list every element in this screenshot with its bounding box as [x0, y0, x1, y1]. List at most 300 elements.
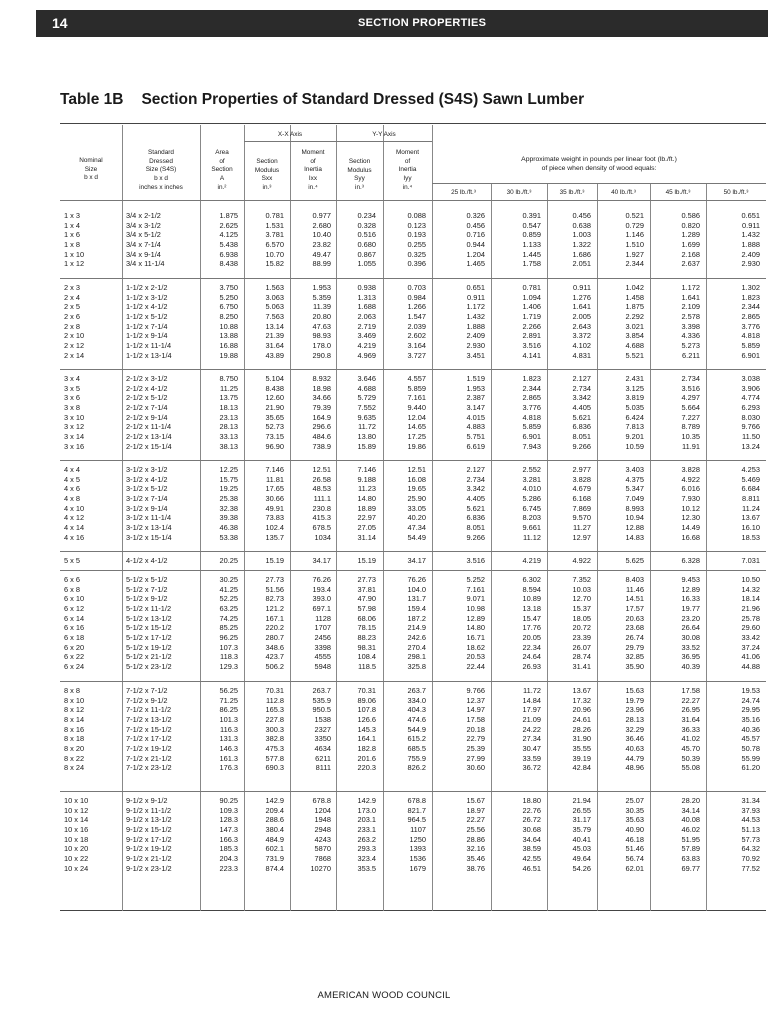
dressed-size-cell: 3/4 x 11-1/4 — [126, 259, 165, 269]
dressed-size-cell: 1-1/2 x 9-1/4 — [126, 331, 168, 341]
section-modulus-yy-cell: 70.31 — [357, 686, 376, 695]
weight-35-cell: 2.127 — [572, 374, 591, 383]
area-cell: 39.38 — [219, 513, 238, 523]
section-modulus-xx-cell: 300.3 — [265, 724, 284, 734]
weight-50-cell: 4.253 — [741, 465, 760, 474]
section-modulus-yy-cell: 323.4 — [357, 854, 376, 864]
weight-25-cell: 30.60 — [466, 763, 485, 773]
weight-35-cell: 31.17 — [572, 815, 591, 825]
weight-40-cell: 36.46 — [625, 734, 644, 744]
weight-50-cell: 31.34 — [741, 796, 760, 805]
area-cell: 71.25 — [219, 695, 238, 705]
moment-of-inertia-xx-cell: 47.63 — [312, 321, 331, 331]
nominal-size-cell: 8 x 12 — [64, 705, 85, 715]
header-line: Dressed — [149, 157, 173, 165]
nominal-size-cell: 1 x 12 — [64, 259, 85, 269]
weight-40-cell: 1.875 — [625, 302, 644, 312]
section-modulus-xx-cell: 52.73 — [265, 422, 284, 432]
dressed-size-cell: 1-1/2 x 4-1/2 — [126, 302, 168, 312]
weight-50-cell: 5.859 — [741, 341, 760, 351]
weight-35-cell: 26.55 — [572, 805, 591, 815]
dressed-size-cell: 1-1/2 x 13-1/4 — [126, 350, 172, 360]
section-modulus-yy-cell: 164.1 — [357, 734, 376, 744]
weight-25-cell: 4.405 — [466, 494, 485, 504]
weight-45-cell: 12.30 — [681, 513, 700, 523]
area-cell: 8.250 — [219, 312, 238, 322]
weight-50-cell: 6.684 — [741, 484, 760, 494]
header-line: inches x inches — [139, 183, 183, 191]
section-modulus-yy-cell: 13.80 — [357, 432, 376, 442]
dressed-size-cell: 9-1/2 x 21-1/2 — [126, 854, 172, 864]
weight-25-cell: 1.519 — [466, 374, 485, 383]
xx-axis-rule — [244, 141, 336, 142]
nominal-size-cell: 2 x 4 — [64, 292, 81, 302]
header-line: of — [310, 157, 316, 165]
section-modulus-xx-cell: 51.56 — [265, 584, 284, 594]
section-modulus-yy-cell: 203.1 — [357, 815, 376, 825]
weight-40-cell: 15.63 — [625, 686, 644, 695]
moment-of-inertia-yy-cell: 0.703 — [407, 283, 426, 292]
section-modulus-xx-cell: 8.438 — [265, 383, 284, 393]
weight-35-cell: 1.641 — [572, 302, 591, 312]
weight-50-cell: 51.13 — [741, 825, 760, 835]
moment-of-inertia-yy-cell: 2.039 — [407, 321, 426, 331]
weight-50-cell: 57.73 — [741, 834, 760, 844]
weight-25-cell: 0.944 — [466, 240, 485, 250]
section-modulus-xx-cell: 280.7 — [265, 633, 284, 643]
weight-30-cell: 6.302 — [522, 575, 541, 584]
dressed-size-header — [122, 149, 200, 193]
header-line: of — [404, 157, 411, 165]
section-modulus-yy-cell: 11.23 — [358, 484, 376, 494]
section-modulus-yy-cell: 22.97 — [357, 513, 376, 523]
dressed-size-cell: 9-1/2 x 15-1/2 — [126, 825, 172, 835]
weight-50-cell: 2.344 — [741, 302, 760, 312]
weight-50-cell: 77.52 — [741, 863, 760, 873]
nominal-size-cell: 8 x 16 — [64, 724, 85, 734]
weight-30-cell: 17.97 — [522, 705, 541, 715]
weight-40-cell: 28.13 — [625, 715, 644, 725]
weight-35-cell: 31.90 — [572, 734, 591, 744]
weight-50-cell: 0.651 — [741, 211, 760, 220]
section-modulus-xx-cell: 7.146 — [265, 465, 284, 474]
weight-35-cell: 5.621 — [572, 412, 591, 422]
moment-of-inertia-xx-cell: 8111 — [315, 763, 331, 773]
weight-40-cell: 6.424 — [625, 412, 644, 422]
header-line: in.⁴ — [308, 183, 318, 191]
weight-50-cell: 18.53 — [741, 532, 760, 542]
header-line: Sxx — [261, 175, 273, 183]
section-modulus-xx-cell: 30.66 — [265, 494, 284, 504]
section-modulus-yy-cell: 14.80 — [357, 494, 376, 504]
weight-50-cell: 21.96 — [741, 604, 760, 614]
nominal-size-cell: 6 x 24 — [64, 662, 85, 672]
section-modulus-xx-cell: 690.3 — [265, 763, 284, 773]
area-cell: 6.750 — [219, 302, 238, 312]
weight-25-cell: 22.27 — [466, 815, 485, 825]
dressed-size-cell: 5-1/2 x 11-1/2 — [126, 604, 172, 614]
weight-30-cell: 27.34 — [522, 734, 541, 744]
density-50-header: 50 lb./ft.³ — [723, 189, 749, 196]
table-number: Table 1B — [60, 91, 124, 108]
dressed-size-cell: 3/4 x 5-1/2 — [126, 230, 161, 240]
section-modulus-yy-cell: 263.2 — [357, 834, 376, 844]
section-modulus-xx-cell: 380.4 — [265, 825, 284, 835]
weight-50-cell: 3.776 — [741, 321, 760, 331]
weight-30-cell: 36.72 — [522, 763, 541, 773]
weight-25-cell: 0.716 — [466, 230, 485, 240]
area-cell: 19.25 — [219, 484, 238, 494]
moment-of-inertia-yy-cell: 54.49 — [407, 532, 426, 542]
section-modulus-yy-cell: 1.688 — [357, 302, 376, 312]
section-modulus-yy-cell: 37.81 — [357, 584, 376, 594]
weight-50-cell: 45.57 — [741, 734, 760, 744]
moment-of-inertia-yy-cell: 0.396 — [407, 259, 426, 269]
weight-30-cell: 4.141 — [522, 350, 541, 360]
weight-50-cell: 24.74 — [741, 695, 760, 705]
moment-of-inertia-yy-cell: 242.6 — [407, 633, 426, 643]
weight-50-cell: 14.32 — [741, 584, 760, 594]
weight-45-cell: 2.168 — [681, 249, 700, 259]
dressed-size-cell: 5-1/2 x 5-1/2 — [126, 575, 168, 584]
section-modulus-yy-cell: 4.219 — [357, 341, 376, 351]
header-line: of piece when density of wood equals: — [541, 165, 657, 172]
weight-45-cell: 16.33 — [681, 594, 700, 604]
weight-30-cell: 1.445 — [522, 249, 541, 259]
moment-of-inertia-xx-cell: 0.977 — [312, 211, 331, 220]
section-modulus-yy-cell: 18.89 — [357, 503, 376, 513]
nominal-size-cell: 6 x 12 — [64, 604, 85, 614]
weight-50-cell: 11.50 — [742, 432, 760, 442]
section-modulus-xx-cell: 96.90 — [265, 441, 284, 451]
section-modulus-yy-cell: 145.3 — [357, 724, 376, 734]
nominal-size-cell: 1 x 10 — [64, 249, 85, 259]
area-cell: 3.750 — [219, 283, 238, 292]
header-line: b x d — [154, 175, 168, 183]
section-modulus-xx-cell: 27.73 — [265, 575, 284, 584]
moment-of-inertia-xx-cell: 1034 — [314, 532, 331, 542]
weight-45-cell: 3.516 — [681, 383, 700, 393]
weight-30-cell: 1.719 — [522, 312, 541, 322]
section-modulus-xx-cell: 35.65 — [265, 412, 284, 422]
weight-50-cell: 25.78 — [741, 613, 760, 623]
nominal-size-cell: 3 x 12 — [64, 422, 85, 432]
weight-35-cell: 0.456 — [572, 211, 591, 220]
moment-of-inertia-yy-cell: 544.9 — [407, 724, 426, 734]
moment-of-inertia-yy-cell: 25.90 — [407, 494, 426, 504]
sxx-header — [244, 158, 290, 193]
dressed-size-cell: 5-1/2 x 15-1/2 — [126, 623, 172, 633]
table-bottom-rule — [60, 910, 766, 911]
moment-of-inertia-yy-cell: 1107 — [410, 825, 426, 835]
section-modulus-xx-cell: 1.563 — [265, 283, 284, 292]
moment-of-inertia-xx-cell: 950.5 — [312, 705, 331, 715]
nominal-size-cell: 1 x 4 — [64, 220, 81, 230]
section-modulus-yy-cell: 4.688 — [357, 383, 376, 393]
section-modulus-yy-cell: 0.867 — [357, 249, 376, 259]
weight-25-cell: 17.58 — [466, 715, 485, 725]
weight-50-cell: 8.811 — [742, 494, 760, 504]
weight-45-cell: 45.70 — [681, 744, 700, 754]
nominal-size-cell: 1 x 6 — [64, 230, 81, 240]
section-title: SECTION PROPERTIES — [358, 17, 487, 29]
dressed-size-cell: 7-1/2 x 7-1/2 — [126, 686, 168, 695]
area-cell: 18.13 — [219, 403, 238, 413]
section-modulus-xx-cell: 288.6 — [265, 815, 284, 825]
weight-25-cell: 3.147 — [466, 403, 485, 413]
weight-30-cell: 21.09 — [522, 715, 541, 725]
weight-40-cell: 3.021 — [625, 321, 644, 331]
section-modulus-yy-cell: 173.0 — [357, 805, 376, 815]
moment-of-inertia-xx-cell: 678.8 — [312, 796, 331, 805]
nominal-size-cell: 4 x 6 — [64, 484, 81, 494]
section-modulus-xx-cell: 220.2 — [265, 623, 284, 633]
dressed-size-cell: 2-1/2 x 3-1/2 — [126, 374, 168, 383]
dressed-size-cell: 3/4 x 3-1/2 — [126, 220, 161, 230]
weight-30-cell: 18.80 — [522, 796, 541, 805]
weight-45-cell: 28.20 — [681, 796, 700, 805]
weight-40-cell: 10.59 — [625, 441, 644, 451]
moment-of-inertia-xx-cell: 1948 — [314, 815, 331, 825]
moment-of-inertia-xx-cell: 20.80 — [312, 312, 331, 322]
weight-35-cell: 54.26 — [572, 863, 591, 873]
weight-35-cell: 3.828 — [572, 474, 591, 484]
dressed-size-cell: 1-1/2 x 3-1/2 — [126, 292, 168, 302]
weight-35-cell: 20.72 — [572, 623, 591, 633]
nominal-size-cell: 6 x 20 — [64, 642, 85, 652]
nominal-size-cell: 6 x 8 — [64, 584, 81, 594]
area-cell: 1.875 — [219, 211, 238, 220]
area-cell: 11.25 — [220, 383, 238, 393]
weight-45-cell: 3.398 — [681, 321, 700, 331]
dressed-size-cell: 7-1/2 x 9-1/2 — [126, 695, 168, 705]
weight-50-cell: 2.409 — [741, 249, 760, 259]
nominal-size-cell: 10 x 14 — [64, 815, 89, 825]
section-modulus-xx-cell: 121.2 — [265, 604, 284, 614]
weight-30-cell: 20.05 — [522, 633, 541, 643]
weight-35-cell: 1.003 — [572, 230, 591, 240]
dressed-size-cell: 3-1/2 x 5-1/2 — [126, 484, 168, 494]
section-modulus-xx-cell: 21.90 — [265, 403, 284, 413]
header-line: Moment — [395, 149, 420, 156]
weight-40-cell: 20.63 — [625, 613, 644, 623]
dressed-size-cell: 2-1/2 x 7-1/4 — [126, 403, 168, 413]
weight-45-cell: 26.95 — [681, 705, 700, 715]
weight-45-cell: 4.336 — [681, 331, 700, 341]
weight-30-cell: 38.59 — [522, 844, 541, 854]
iyy-header — [383, 149, 432, 193]
nominal-size-cell: 3 x 4 — [64, 374, 81, 383]
weight-30-cell: 2.891 — [522, 331, 541, 341]
section-modulus-yy-cell: 78.15 — [357, 623, 376, 633]
nominal-size-cell: 4 x 16 — [64, 532, 85, 542]
dressed-size-cell: 5-1/2 x 9-1/2 — [126, 594, 168, 604]
weight-30-cell: 1.823 — [522, 374, 541, 383]
weight-50-cell: 0.911 — [742, 220, 760, 230]
section-modulus-xx-cell: 10.70 — [265, 249, 284, 259]
weight-40-cell: 32.85 — [625, 652, 644, 662]
moment-of-inertia-yy-cell: 0.984 — [407, 292, 426, 302]
section-modulus-yy-cell: 11.72 — [358, 422, 376, 432]
weight-35-cell: 7.869 — [572, 503, 591, 513]
weight-50-cell: 2.930 — [741, 259, 760, 269]
weight-50-cell: 6.293 — [741, 403, 760, 413]
weight-25-cell: 2.409 — [466, 331, 485, 341]
weight-30-cell: 15.47 — [522, 613, 541, 623]
moment-of-inertia-yy-cell: 334.0 — [407, 695, 426, 705]
weight-45-cell: 0.586 — [681, 211, 700, 220]
dressed-size-cell: 2-1/2 x 15-1/4 — [126, 441, 172, 451]
weight-30-cell: 33.59 — [522, 753, 541, 763]
weight-25-cell: 2.734 — [466, 474, 485, 484]
footer-publisher: AMERICAN WOOD COUNCIL — [317, 990, 451, 1001]
area-cell: 25.38 — [219, 494, 238, 504]
dressed-size-cell: 3-1/2 x 11-1/4 — [126, 513, 172, 523]
header-line: A — [219, 175, 225, 183]
dressed-size-cell: 3-1/2 x 9-1/4 — [126, 503, 168, 513]
weight-40-cell: 1.510 — [625, 240, 644, 250]
weight-40-cell: 19.79 — [625, 695, 644, 705]
moment-of-inertia-xx-cell: 1.953 — [312, 283, 331, 292]
group-divider — [60, 681, 766, 682]
weight-35-cell: 4.831 — [572, 350, 591, 360]
weight-25-cell: 14.97 — [466, 705, 485, 715]
moment-of-inertia-yy-cell: 0.123 — [407, 220, 426, 230]
group-divider — [60, 278, 766, 279]
moment-of-inertia-xx-cell: 178.0 — [312, 341, 331, 351]
area-cell: 23.13 — [219, 412, 238, 422]
weight-40-cell: 5.347 — [625, 484, 644, 494]
weight-40-cell: 3.854 — [625, 331, 644, 341]
section-modulus-yy-cell: 220.3 — [357, 763, 376, 773]
weight-40-cell: 23.68 — [625, 623, 644, 633]
area-cell: 13.75 — [219, 393, 238, 403]
weight-35-cell: 1.686 — [572, 249, 591, 259]
moment-of-inertia-yy-cell: 685.5 — [407, 744, 426, 754]
moment-of-inertia-yy-cell: 2.602 — [407, 331, 426, 341]
group-divider — [60, 570, 766, 571]
moment-of-inertia-yy-cell: 214.9 — [407, 623, 426, 633]
weight-25-cell: 5.252 — [466, 575, 485, 584]
table-top-rule — [60, 123, 766, 124]
group-divider — [60, 551, 766, 552]
weight-25-cell: 9.266 — [466, 532, 485, 542]
nominal-size-cell: 8 x 14 — [64, 715, 85, 725]
weight-50-cell: 3.038 — [741, 374, 760, 383]
weight-30-cell: 3.281 — [522, 474, 541, 484]
weight-45-cell: 55.08 — [681, 763, 700, 773]
weight-25-cell: 14.80 — [466, 623, 485, 633]
weight-50-cell: 37.93 — [741, 805, 760, 815]
weight-45-cell: 41.02 — [681, 734, 700, 744]
nominal-size-cell: 2 x 14 — [64, 350, 85, 360]
weight-40-cell: 9.201 — [625, 432, 644, 442]
weight-25-cell: 22.79 — [466, 734, 485, 744]
moment-of-inertia-yy-cell: 0.193 — [407, 230, 426, 240]
weight-35-cell: 28.26 — [572, 724, 591, 734]
header-line: in.² — [217, 183, 227, 191]
area-cell: 129.3 — [219, 662, 238, 672]
area-cell: 109.3 — [219, 805, 238, 815]
weight-50-cell: 44.88 — [741, 662, 760, 672]
header-line: Area — [215, 149, 229, 156]
moment-of-inertia-yy-cell: 47.34 — [407, 523, 426, 533]
weight-35-cell: 4.679 — [572, 484, 591, 494]
section-modulus-yy-cell: 142.9 — [357, 796, 376, 805]
dressed-size-cell: 3-1/2 x 15-1/4 — [126, 532, 172, 542]
weight-40-cell: 23.96 — [625, 705, 644, 715]
weight-50-cell: 18.14 — [741, 594, 760, 604]
weight-25-cell: 0.456 — [466, 220, 485, 230]
weight-50-cell: 5.469 — [741, 474, 760, 484]
area-cell: 5.438 — [219, 240, 238, 250]
area-cell: 223.3 — [219, 863, 238, 873]
section-modulus-yy-cell: 0.680 — [357, 240, 376, 250]
section-modulus-xx-cell: 227.8 — [265, 715, 284, 725]
moment-of-inertia-xx-cell: 393.0 — [312, 594, 331, 604]
moment-of-inertia-yy-cell: 0.325 — [407, 249, 426, 259]
moment-of-inertia-xx-cell: 88.99 — [312, 259, 331, 269]
header-line: Standard — [148, 149, 174, 156]
weight-45-cell: 10.12 — [681, 503, 700, 513]
dressed-size-cell: 1-1/2 x 11-1/4 — [126, 341, 172, 351]
section-modulus-yy-cell: 15.19 — [357, 556, 376, 565]
area-cell: 107.3 — [219, 642, 238, 652]
dressed-size-cell: 1-1/2 x 2-1/2 — [126, 283, 168, 292]
weight-35-cell: 3.342 — [572, 393, 591, 403]
weight-40-cell: 1.146 — [625, 230, 644, 240]
weight-25-cell: 6.619 — [466, 441, 485, 451]
weight-25-cell: 1.888 — [466, 321, 485, 331]
weight-35-cell: 12.97 — [572, 532, 591, 542]
moment-of-inertia-xx-cell: 193.4 — [312, 584, 331, 594]
weight-30-cell: 3.776 — [522, 403, 541, 413]
weight-35-cell: 40.41 — [572, 834, 591, 844]
weight-40-cell: 14.51 — [625, 594, 644, 604]
weight-30-cell: 0.391 — [522, 211, 541, 220]
moment-of-inertia-xx-cell: 4555 — [314, 652, 331, 662]
section-modulus-yy-cell: 0.234 — [357, 211, 376, 220]
area-cell: 8.438 — [219, 259, 238, 269]
header-line: in.⁴ — [402, 183, 413, 191]
section-modulus-xx-cell: 423.7 — [265, 652, 284, 662]
nominal-size-cell: 10 x 16 — [64, 825, 89, 835]
weight-25-cell: 15.67 — [466, 796, 485, 805]
section-modulus-xx-cell: 1.531 — [265, 220, 284, 230]
weight-35-cell: 20.96 — [572, 705, 591, 715]
moment-of-inertia-xx-cell: 10.40 — [312, 230, 331, 240]
section-modulus-yy-cell: 293.3 — [357, 844, 376, 854]
weight-25-cell: 0.651 — [466, 283, 485, 292]
area-cell: 4.125 — [219, 230, 238, 240]
weight-35-cell: 13.67 — [572, 686, 591, 695]
yy-axis-label: Y-Y Axis — [372, 131, 396, 138]
weight-30-cell: 4.818 — [522, 412, 541, 422]
weight-25-cell: 12.37 — [466, 695, 485, 705]
weight-40-cell: 56.74 — [625, 854, 644, 864]
weight-25-cell: 20.18 — [466, 724, 485, 734]
weight-40-cell: 1.042 — [625, 283, 644, 292]
weight-35-cell: 7.352 — [572, 575, 591, 584]
moment-of-inertia-yy-cell: 298.1 — [407, 652, 426, 662]
moment-of-inertia-yy-cell: 12.04 — [407, 412, 426, 422]
nominal-size-cell: 2 x 12 — [64, 341, 85, 351]
weight-40-cell: 3.819 — [625, 393, 644, 403]
section-modulus-xx-cell: 209.4 — [265, 805, 284, 815]
section-modulus-xx-cell: 382.8 — [265, 734, 284, 744]
weight-40-cell: 3.125 — [625, 383, 644, 393]
weight-45-cell: 22.27 — [681, 695, 700, 705]
